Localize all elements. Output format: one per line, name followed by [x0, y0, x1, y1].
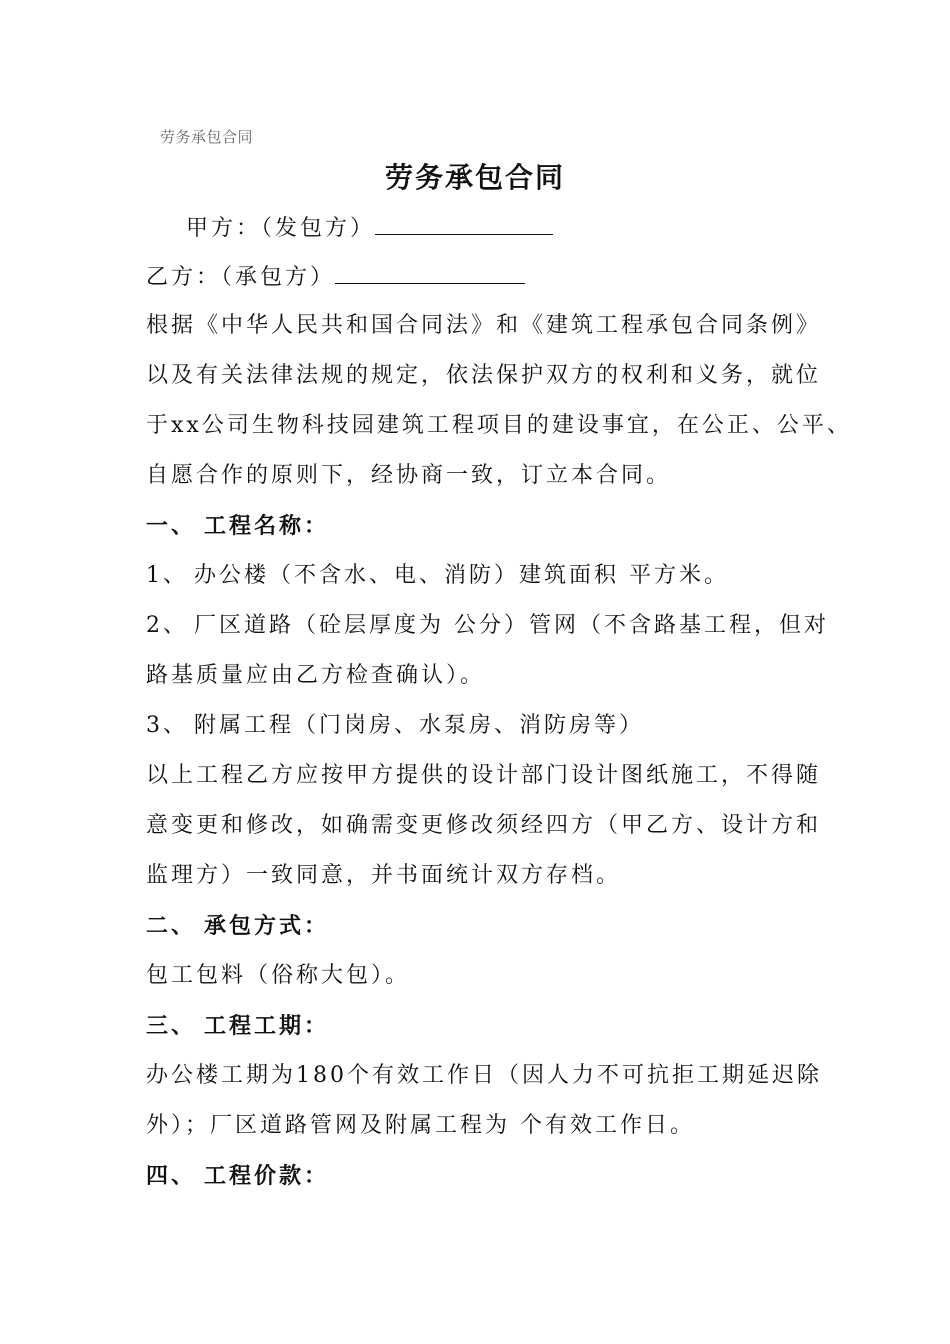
- document-title: 劳务承包合同: [384, 161, 565, 194]
- item-text: 厂区道路（砼层厚度为 公分）管网（不含路基工程，但对: [194, 613, 829, 638]
- party-a-blank: [375, 212, 553, 235]
- list-item: [146, 611, 829, 641]
- section-heading-4: [146, 1161, 329, 1191]
- section-heading-1: [146, 511, 329, 541]
- section-heading-3: [146, 1011, 329, 1041]
- item-number: 3、: [146, 713, 188, 738]
- section-number: 三、: [146, 1013, 197, 1039]
- note-line: 监理方）一致同意，并书面统计双方存档。: [146, 863, 622, 888]
- party-b-blank: [335, 261, 525, 284]
- note-line: 以上工程乙方应按甲方提供的设计部门设计图纸施工，不得随: [146, 763, 822, 788]
- list-item-continuation: 路基质量应由乙方检查确认）。: [146, 663, 486, 688]
- note-line: 意变更和修改，如确需变更修改须经四方（甲乙方、设计方和: [146, 813, 822, 838]
- section-number: 四、: [146, 1163, 197, 1189]
- list-item: [146, 561, 729, 591]
- section-number: 二、: [146, 913, 197, 939]
- party-a-label: 甲方：（发包方）: [186, 216, 376, 241]
- section-heading-2: [146, 911, 329, 941]
- preamble-line: 于xx公司生物科技园建筑工程项目的建设事宜，在公正、公平、: [146, 413, 852, 438]
- section-body: 外）；厂区道路管网及附属工程为 个有效工作日。: [146, 1113, 695, 1138]
- section-title: 承包方式：: [204, 913, 330, 939]
- list-item: [146, 711, 644, 741]
- preamble-line: 以及有关法律法规的规定，依法保护双方的权利和义务，就位: [146, 363, 822, 388]
- section-title: 工程名称：: [204, 513, 330, 539]
- party-b-label: 乙方：（承包方）: [146, 265, 336, 290]
- item-number: 1、: [146, 563, 188, 588]
- section-body: 包工包料（俗称大包）。: [146, 963, 411, 988]
- item-text: 办公楼（不含水、电、消防）建筑面积 平方米。: [194, 563, 729, 588]
- item-text: 附属工程（门岗房、水泵房、消防房等）: [194, 713, 645, 738]
- preamble-line: 自愿合作的原则下，经协商一致，订立本合同。: [146, 463, 672, 488]
- section-title: 工程工期：: [204, 1013, 330, 1039]
- item-number: 2、: [146, 613, 188, 638]
- party-a-line: [186, 212, 553, 244]
- section-number: 一、: [146, 513, 197, 539]
- section-title: 工程价款：: [204, 1163, 330, 1189]
- party-b-line: [146, 261, 525, 293]
- preamble-line: 根据《中华人民共和国合同法》和《建筑工程承包合同条例》: [146, 313, 822, 338]
- section-body: 办公楼工期为180个有效工作日（因人力不可抗拒工期延迟除: [146, 1063, 822, 1088]
- running-header: 劳务承包合同: [160, 128, 254, 146]
